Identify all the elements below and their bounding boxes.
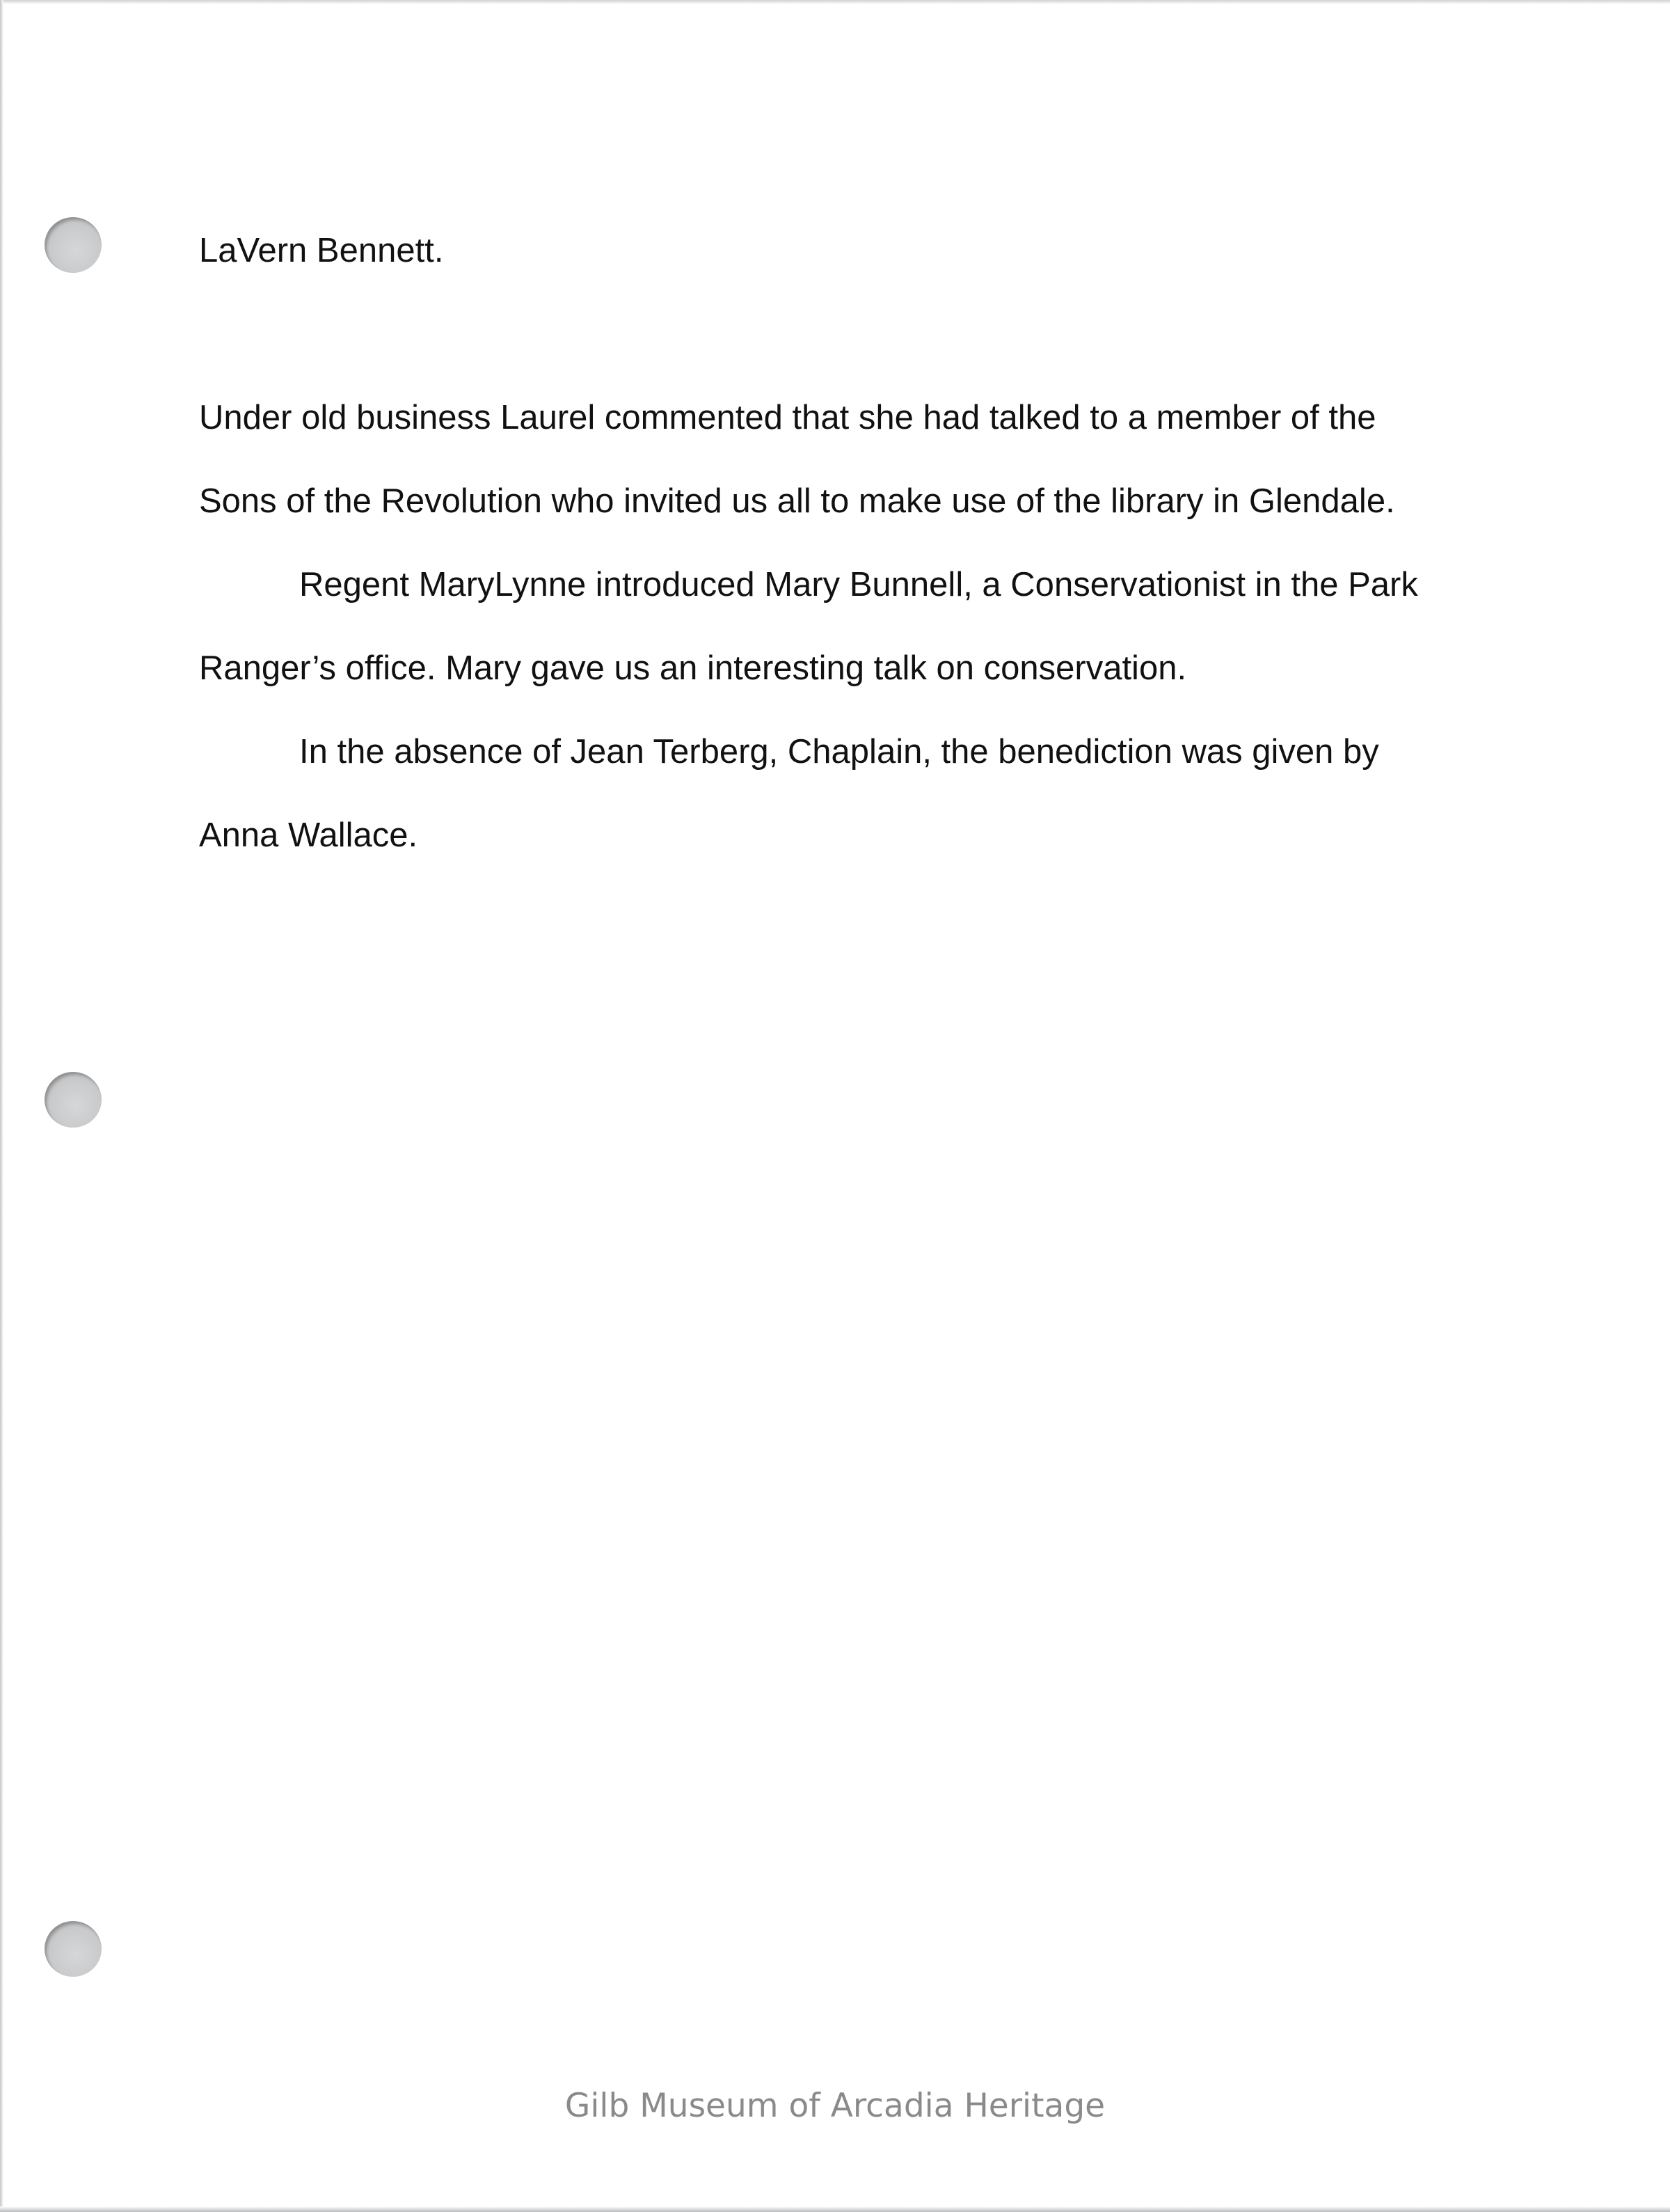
text-line-indented: Regent MaryLynne introduced Mary Bunnell, a Conservationist in the Park [299,566,1418,603]
scan-edge-bottom [0,2206,1670,2212]
museum-watermark: Gilb Museum of Arcadia Heritage [564,2087,1106,2125]
punch-hole-middle [45,1072,102,1128]
text-line: Sons of the Revolution who invited us all to make use of the library in Glendale. [199,482,1395,520]
text-line: Under old business Laurel commented that she had talked to a member of the [199,399,1376,436]
punch-hole-bottom [45,1921,102,1977]
text-line: Anna Wallace. [199,816,418,854]
scan-edge-top [0,0,1670,4]
text-line-indented: In the absence of Jean Terberg, Chaplain, the benediction was given by [299,733,1379,771]
text-line: LaVern Bennett. [199,232,444,269]
scan-edge-left [0,0,3,2212]
paragraph-gap [199,292,1493,376]
text-line: Ranger’s office. Mary gave us an interesting talk on conservation. [199,649,1187,687]
punch-hole-top [45,217,102,273]
minutes-text [199,209,1493,877]
